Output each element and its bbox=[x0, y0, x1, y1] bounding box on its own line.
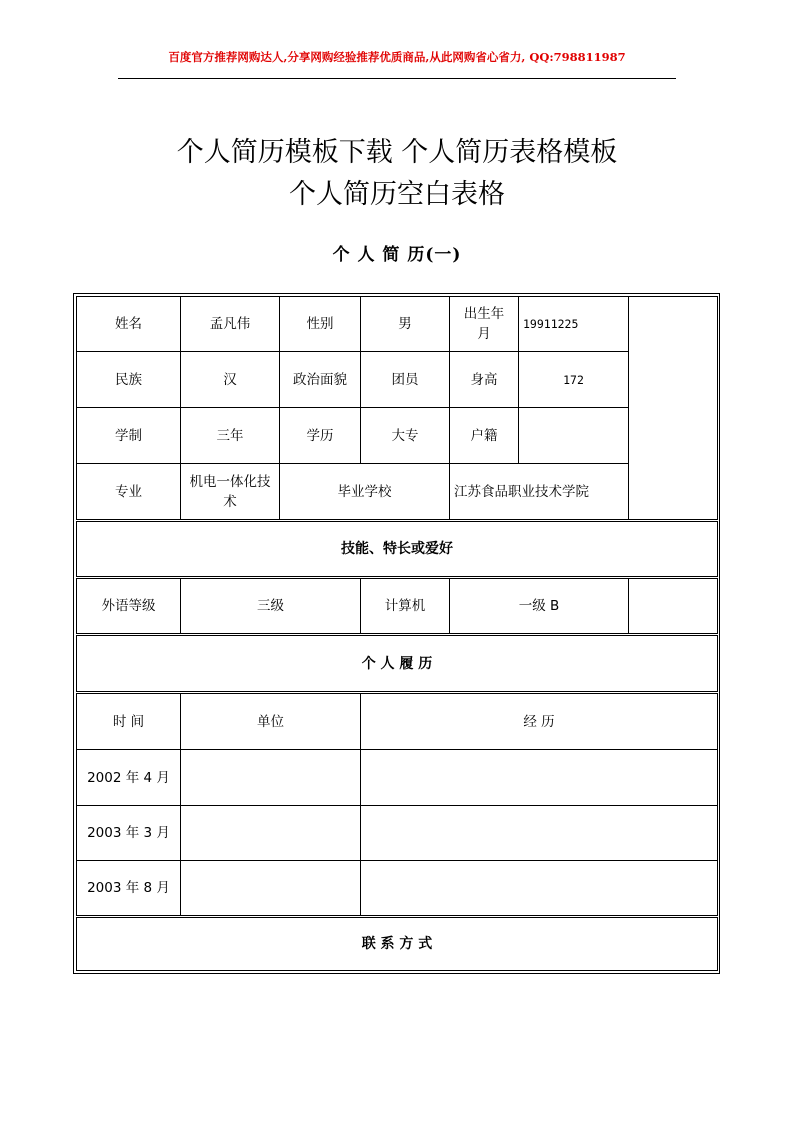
name-value: 孟凡伟 bbox=[180, 296, 280, 352]
language-value: 三级 bbox=[180, 578, 361, 634]
history-row-experience bbox=[360, 749, 718, 806]
history-row-time: 2003 年 8 月 bbox=[76, 860, 181, 916]
history-row-experience bbox=[360, 860, 718, 916]
history-row-unit bbox=[180, 805, 361, 861]
computer-value-extra bbox=[628, 578, 718, 634]
history-row-experience bbox=[360, 805, 718, 861]
major-label: 专业 bbox=[76, 463, 181, 520]
page-title-line1: 个人简历模板下载 个人简历表格模板 bbox=[176, 137, 618, 168]
skills-heading: 技能、特长或爱好 bbox=[76, 521, 718, 577]
history-row-time: 2002 年 4 月 bbox=[76, 749, 181, 806]
ethnicity-value: 汉 bbox=[180, 351, 280, 408]
school-value: 江苏食品职业技术学院 bbox=[449, 463, 629, 520]
history-row-unit bbox=[180, 749, 361, 806]
history-col-unit: 单位 bbox=[180, 693, 361, 750]
name-label: 姓名 bbox=[76, 296, 181, 352]
ethnicity-label: 民族 bbox=[76, 351, 181, 408]
education-label: 学历 bbox=[279, 407, 361, 464]
major-value: 机电一体化技术 bbox=[180, 463, 280, 520]
gender-value: 男 bbox=[360, 296, 450, 352]
political-value: 团员 bbox=[360, 351, 450, 408]
photo-area bbox=[628, 296, 718, 520]
computer-value: 一级 B bbox=[449, 578, 629, 634]
birth-value: 19911225 bbox=[518, 296, 629, 352]
gender-label: 性别 bbox=[279, 296, 361, 352]
history-col-time: 时 间 bbox=[76, 693, 181, 750]
language-label: 外语等级 bbox=[76, 578, 181, 634]
page-title-line2: 个人简历空白表格 bbox=[289, 179, 505, 210]
resume-subtitle: 个 人 简 历(一) bbox=[332, 245, 462, 265]
birth-label: 出生年月 bbox=[449, 296, 519, 352]
school-label: 毕业学校 bbox=[279, 463, 450, 520]
header-rule bbox=[118, 78, 676, 79]
contact-heading: 联 系 方 式 bbox=[76, 917, 718, 971]
height-value: 172 bbox=[518, 351, 629, 408]
header-ad-text: 百度官方推荐网购达人,分享网购经验推荐优质商品,从此网购省心省力, QQ:798811987 bbox=[168, 50, 626, 64]
computer-label: 计算机 bbox=[360, 578, 450, 634]
height-label: 身高 bbox=[449, 351, 519, 408]
schooling-value: 三年 bbox=[180, 407, 280, 464]
schooling-label: 学制 bbox=[76, 407, 181, 464]
history-row-time: 2003 年 3 月 bbox=[76, 805, 181, 861]
history-heading: 个 人 履 历 bbox=[76, 635, 718, 692]
household-label: 户籍 bbox=[449, 407, 519, 464]
history-col-experience: 经 历 bbox=[360, 693, 718, 750]
education-value: 大专 bbox=[360, 407, 450, 464]
history-row-unit bbox=[180, 860, 361, 916]
political-label: 政治面貌 bbox=[279, 351, 361, 408]
household-value bbox=[518, 407, 629, 464]
